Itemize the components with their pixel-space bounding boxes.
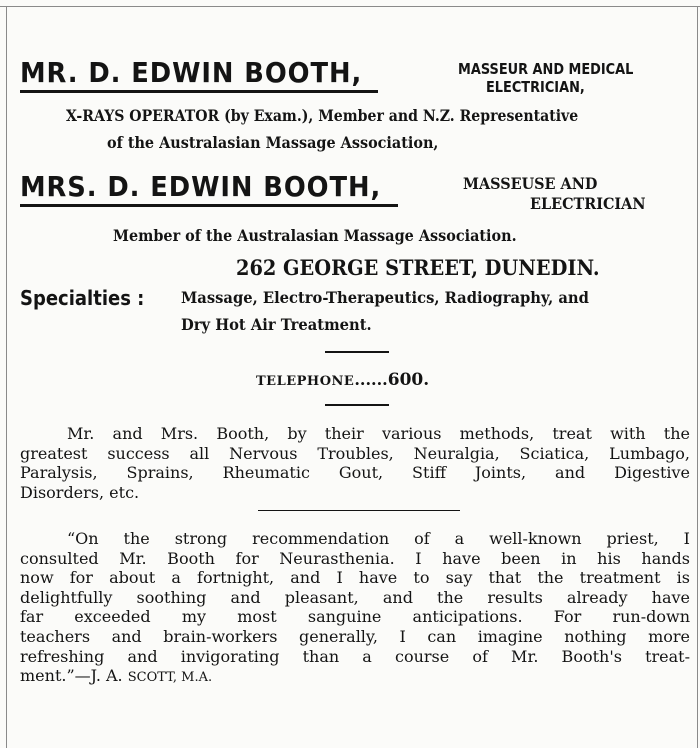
- text-line: Disorders, etc.: [20, 482, 140, 502]
- text-line: “On the strong recommendation of a well-known priest, I: [67, 529, 690, 548]
- text-line: now for about a fortnight, and I have to say that the treatment is: [20, 568, 690, 588]
- signature-lead: ment.”—J. A.: [20, 666, 128, 686]
- text-line: Paralysis, Sprains, Rheumatic Gout, Stiff Joints, and Digestive: [20, 463, 690, 483]
- telephone-dots: ......: [354, 370, 388, 389]
- mrs-member-line: Member of the Australasian Massage Association.: [113, 226, 517, 245]
- mr-title-line1: MASSEUR AND MEDICAL: [458, 60, 634, 78]
- mr-title-line2: ELECTRICIAN,: [486, 78, 585, 96]
- address: 262 GEORGE STREET, DUNEDIN.: [236, 255, 600, 280]
- mr-name: MR. D. EDWIN BOOTH,: [20, 56, 363, 89]
- telephone-line: [256, 370, 429, 390]
- divider-rule: [258, 510, 460, 511]
- text-line: far exceeded my most sanguine anticipations. For run-down: [20, 607, 690, 627]
- testimonial-paragraph: [20, 529, 690, 688]
- mrs-title-line2: ELECTRICIAN: [530, 194, 646, 213]
- mrs-name: MRS. D. EDWIN BOOTH,: [20, 170, 382, 203]
- xrays-line: X-RAYS OPERATOR (by Exam.), Member and N.Z. Representative: [66, 106, 579, 125]
- signature-name: SCOTT, M.A.: [127, 670, 213, 686]
- telephone-number: 600.: [387, 370, 430, 390]
- text-line: greatest success all Nervous Troubles, Neuralgia, Sciatica, Lumbago,: [20, 443, 690, 463]
- divider-rule: [325, 351, 389, 353]
- mr-name-underline: [20, 90, 378, 93]
- text-line: teachers and brain-workers generally, I can imagine nothing more: [20, 626, 690, 646]
- specialties-label: Specialties :: [20, 286, 145, 310]
- treatment-paragraph: [20, 424, 690, 502]
- text-line: Mr. and Mrs. Booth, by their various methods, treat with the: [67, 424, 690, 443]
- telephone-label: TELEPHONE: [256, 374, 355, 389]
- top-border: [0, 6, 700, 7]
- testimonial-signature: [20, 666, 690, 688]
- right-border: [697, 6, 698, 748]
- specialties-line2: Dry Hot Air Treatment.: [181, 315, 372, 334]
- text-line: delightfully soothing and pleasant, and the results already have: [20, 587, 690, 607]
- specialties-line1: Massage, Electro-Therapeutics, Radiography, and: [181, 288, 589, 307]
- mrs-name-underline: [20, 204, 398, 207]
- text-line: refreshing and invigorating than a course of Mr. Booth's treat-: [20, 646, 690, 666]
- left-border: [6, 6, 7, 748]
- association-line: of the Australasian Massage Association,: [107, 133, 439, 152]
- mrs-title-line1: MASSEUSE AND: [463, 174, 598, 193]
- text-line: consulted Mr. Booth for Neurasthenia. I have been in his hands: [20, 548, 690, 568]
- divider-rule: [325, 404, 389, 406]
